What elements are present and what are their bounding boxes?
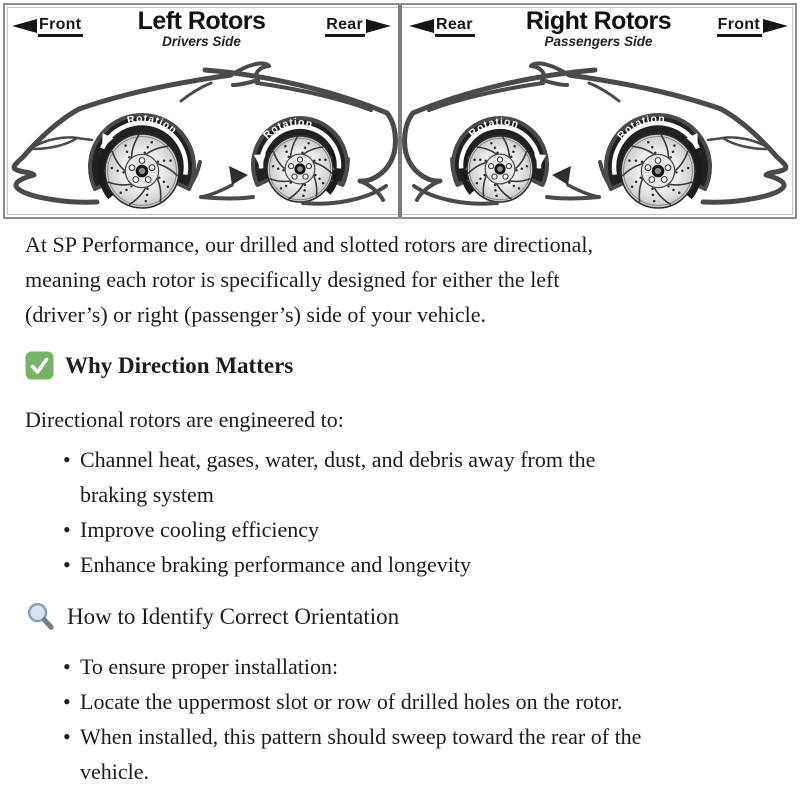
bullet-line: vehicle.	[80, 759, 150, 784]
list-item	[63, 442, 775, 512]
rotor-direction-figure	[3, 3, 797, 219]
list-item	[63, 547, 775, 582]
bullet-line: • To ensure proper installation:	[80, 654, 339, 679]
panel-subtitle: Drivers Side	[162, 34, 241, 49]
arrow-left-icon	[409, 19, 434, 33]
section-title: Why Direction Matters	[65, 353, 294, 378]
arrow-right-icon	[763, 19, 788, 33]
right-rotors-panel	[402, 5, 795, 217]
magnifier-icon	[25, 601, 56, 632]
bullet-line: • Locate the uppermost slot or row of drilled holes on the rotor.	[80, 689, 623, 714]
rear-direction-indicator	[325, 16, 391, 37]
direction-label: Rear	[435, 16, 475, 37]
direction-label: Rear	[325, 16, 365, 37]
article-body	[0, 227, 800, 789]
intro-line: (driver’s) or right (passenger’s) side of your vehicle.	[25, 302, 487, 327]
bullet-line: braking system	[80, 482, 214, 507]
right-panel-title-block	[526, 9, 671, 49]
bullet-line: • When installed, this pattern should sweep toward the rear of the	[80, 724, 642, 749]
direction-label: Front	[717, 16, 762, 37]
list-item	[63, 719, 775, 789]
lead-sentence: Directional rotors are engineered to:	[25, 407, 344, 432]
section-heading-identify-orientation	[25, 599, 775, 634]
bullet-line: • Channel heat, gases, water, dust, and debris away from the	[80, 447, 596, 472]
arrow-right-icon	[366, 19, 391, 33]
list-item	[63, 684, 775, 719]
orientation-steps-list	[25, 649, 775, 789]
rotation-label: Rotation	[125, 112, 180, 137]
benefits-list	[25, 442, 775, 582]
panel-title: Right Rotors	[525, 7, 672, 35]
bullet-line: • Enhance braking performance and longevity	[80, 552, 471, 577]
intro-line: At SP Performance, our drilled and slotted rotors are directional,	[25, 232, 593, 257]
arrow-left-icon	[12, 19, 37, 33]
rear-direction-indicator	[409, 16, 475, 37]
rotation-label: Rotation	[261, 116, 315, 142]
front-direction-indicator	[717, 16, 788, 37]
front-direction-indicator	[12, 16, 83, 37]
section-title: How to Identify Correct Orientation	[67, 604, 400, 629]
bullet-line: • Improve cooling efficiency	[80, 517, 320, 542]
panel-title: Left Rotors	[137, 7, 266, 35]
left-panel-title-block	[138, 9, 266, 49]
intro-line: meaning each rotor is specifically designed for either the left	[25, 267, 560, 292]
list-item	[63, 649, 775, 684]
section-heading-why-direction-matters	[25, 348, 775, 383]
left-rotors-panel	[5, 5, 398, 217]
panel-subtitle: Passengers Side	[544, 34, 653, 49]
check-icon	[25, 351, 54, 380]
intro-paragraph	[25, 227, 775, 332]
list-item	[63, 512, 775, 547]
rotation-label: Rotation	[615, 112, 666, 142]
rotation-label: Rotation	[466, 115, 521, 140]
direction-label: Front	[38, 16, 83, 37]
page	[0, 3, 800, 789]
